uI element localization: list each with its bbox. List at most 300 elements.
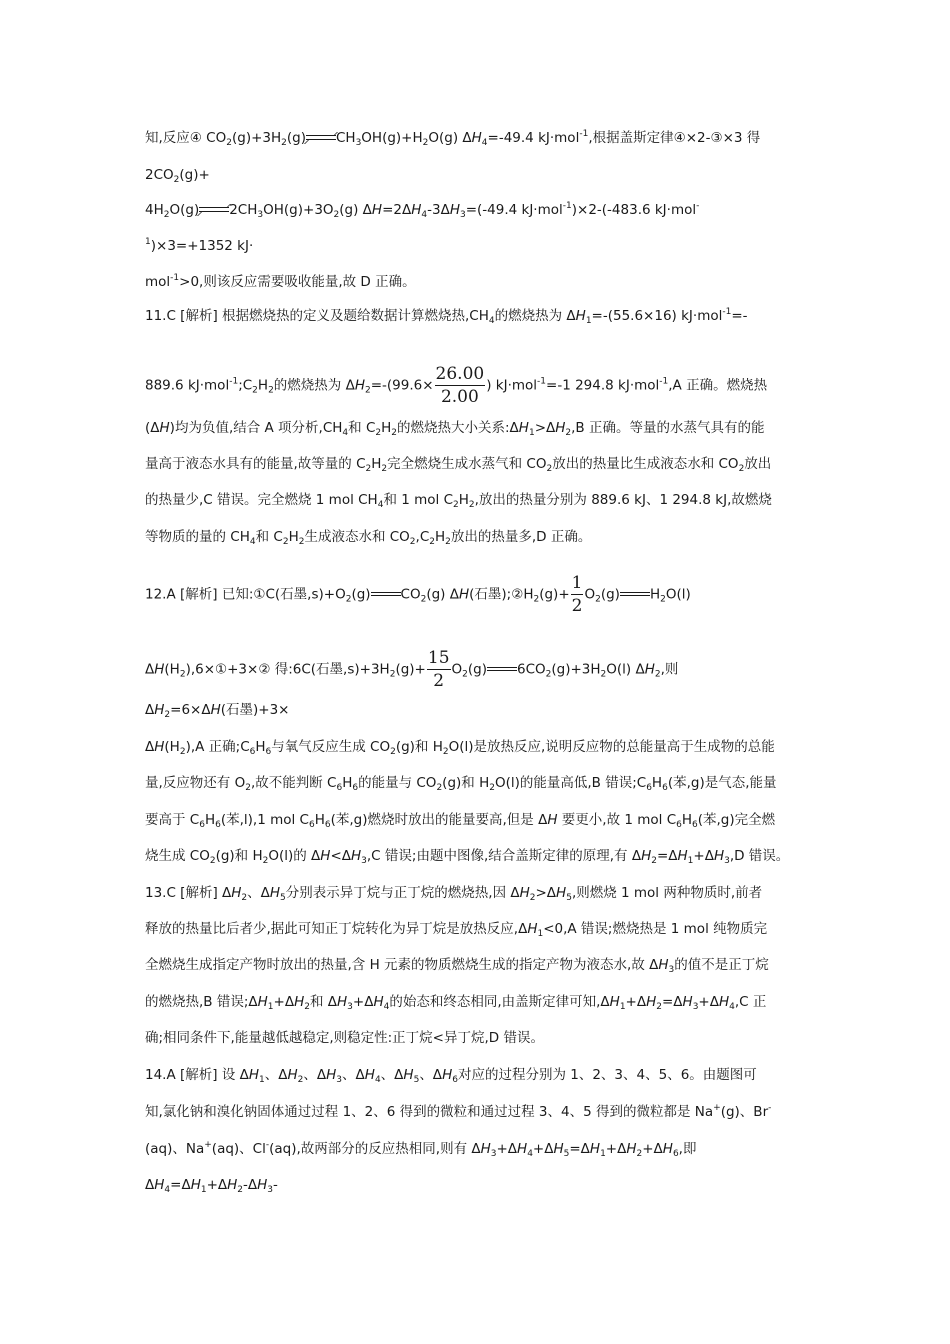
text-run: ,C 错误;由题中图像,结合盖斯定律的原理,有 Δ xyxy=(366,848,642,864)
text-run: 和 C xyxy=(348,420,376,436)
text-run: O(l)的 Δ xyxy=(268,848,321,864)
subscript: 4 xyxy=(527,1149,533,1159)
text-run: +Δ xyxy=(698,994,719,1010)
subscript: 2 xyxy=(420,594,427,605)
subscript: 2 xyxy=(375,428,382,438)
text-run: H xyxy=(381,420,392,436)
subscript: 6 xyxy=(324,820,331,830)
text-run: OH(g)+H xyxy=(361,130,423,146)
text-run: 等物质的量的 CH xyxy=(145,529,250,545)
text-line xyxy=(145,648,678,691)
superscript: - xyxy=(768,1103,772,1113)
fraction-numerator: 15 xyxy=(427,648,450,668)
subscript: 2 xyxy=(391,428,397,438)
text-line xyxy=(145,810,775,830)
italic-symbol: H xyxy=(227,1177,238,1193)
text-run: O(g) xyxy=(169,202,200,218)
text-run: 和 C xyxy=(255,529,283,545)
text-run: O(l) Δ xyxy=(606,661,645,678)
text-run: (g)+3H xyxy=(231,130,282,146)
italic-symbol: H xyxy=(458,586,470,603)
text-line xyxy=(145,418,764,438)
italic-symbol: H xyxy=(294,994,305,1010)
text-line xyxy=(145,306,748,326)
text-run: =- xyxy=(731,308,748,324)
text-run: 的燃烧热,B 错误;Δ xyxy=(145,994,258,1010)
text-run: +Δ xyxy=(625,994,647,1010)
subscript: 4 xyxy=(377,500,384,510)
fraction xyxy=(427,648,451,691)
italic-symbol: H xyxy=(555,420,566,436)
subscript: 1 xyxy=(200,1185,207,1195)
text-line xyxy=(145,919,767,939)
text-run: O(l)的能量高低,B 错误;C xyxy=(494,775,647,791)
text-run: (g)和 H xyxy=(442,775,490,791)
text-run: =2Δ xyxy=(382,202,412,218)
text-run: =Δ xyxy=(661,994,683,1010)
text-run: 放出的热量比生成液态水和 CO xyxy=(552,456,739,472)
text-run: 6CO xyxy=(517,661,546,678)
italic-symbol: H xyxy=(371,202,383,218)
text-run: 的值不是正丁烷 xyxy=(674,957,769,973)
subscript: 2 xyxy=(533,594,540,605)
text-run: =-(55.6×16) kJ·mol xyxy=(591,308,723,324)
italic-symbol: H xyxy=(677,848,688,864)
text-line xyxy=(145,490,772,510)
text-run: (苯,g)完全燃 xyxy=(697,812,776,828)
subscript: 6 xyxy=(672,1149,679,1159)
subscript: 2 xyxy=(429,537,435,547)
text-run: (g) Δ xyxy=(339,202,372,218)
text-run: +Δ xyxy=(496,1141,518,1157)
text-run: (g)和 H xyxy=(215,848,263,864)
subscript: 2 xyxy=(282,537,289,547)
text-run: 完全燃烧生成水蒸气和 CO xyxy=(387,456,547,472)
italic-symbol: H xyxy=(527,921,538,937)
text-run: H xyxy=(649,586,661,603)
text-run: Δ xyxy=(145,661,155,678)
text-run: ;C xyxy=(238,377,253,394)
text-run: O(l)是放热反应,说明反应物的总能量高于生成物的总能 xyxy=(448,739,775,755)
italic-symbol: H xyxy=(575,308,586,324)
text-run: H xyxy=(204,812,216,828)
text-run: =-1 294.8 kJ·mol xyxy=(546,377,660,394)
text-line xyxy=(145,1175,278,1195)
italic-symbol: H xyxy=(326,1067,337,1083)
text-run: (苯,l),1 mol C xyxy=(220,812,309,828)
italic-symbol: H xyxy=(471,130,482,146)
text-run: H xyxy=(434,529,446,545)
text-run: O(g) Δ xyxy=(428,130,472,146)
subscript: 2 xyxy=(252,385,258,396)
text-line xyxy=(145,1102,771,1122)
italic-symbol: H xyxy=(320,848,331,864)
text-run: +Δ xyxy=(206,1177,228,1193)
italic-symbol: H xyxy=(556,885,567,901)
text-run: >Δ xyxy=(534,420,556,436)
text-run: 2CO xyxy=(145,167,174,183)
text-run: CO xyxy=(400,586,421,603)
subscript: 2 xyxy=(241,893,248,903)
text-run: 确;相同条件下,能量越低越稳定,则稳定性:正丁烷<异丁烷,D 错误。 xyxy=(145,1030,544,1046)
text-run: +Δ xyxy=(605,1141,627,1157)
text-run: (H xyxy=(164,661,180,678)
subscript: 4 xyxy=(374,1075,381,1085)
text-run: )×3=+1352 kJ· xyxy=(150,238,254,254)
subscript: 2 xyxy=(381,464,388,474)
text-run: 和 1 mol C xyxy=(383,492,454,508)
italic-symbol: H xyxy=(210,702,221,718)
subscript: 2 xyxy=(595,594,601,605)
text-line xyxy=(145,955,769,975)
text-run: O(l) xyxy=(665,586,691,603)
subscript: 2 xyxy=(304,1002,310,1012)
text-run: =-(99.6× xyxy=(370,377,434,394)
fraction xyxy=(435,364,486,407)
text-run: =-49.4 kJ·mol xyxy=(487,130,580,146)
text-run: H xyxy=(314,812,325,828)
text-run: ,故不能判断 C xyxy=(250,775,337,791)
text-run: 4H xyxy=(145,202,164,218)
subscript: 2 xyxy=(365,464,372,474)
text-run: (苯,g)燃烧时放出的能量要高,但是 Δ xyxy=(330,812,548,828)
subscript: 2 xyxy=(656,1002,662,1012)
text-run: ),6×①+3×② 得:6C(石墨,s)+3H xyxy=(185,661,390,678)
subscript: 1 xyxy=(537,929,544,939)
text-run: ,A 正确。燃烧热 xyxy=(668,377,768,394)
subscript: 2 xyxy=(546,464,553,474)
italic-symbol: H xyxy=(364,1067,375,1083)
italic-symbol: H xyxy=(449,202,460,218)
text-run: (g) xyxy=(286,130,306,146)
text-run: (g)+ xyxy=(539,586,570,603)
text-run: (g)+ xyxy=(179,167,210,183)
subscript: 1 xyxy=(585,316,592,326)
subscript: 2 xyxy=(445,537,451,547)
text-run: H xyxy=(651,775,663,791)
text-run: 13.C [解析] Δ xyxy=(145,885,232,901)
text-run: ,D 错误。 xyxy=(729,848,790,864)
subscript: 3 xyxy=(361,856,367,866)
text-run: (g)和 H xyxy=(395,739,443,755)
text-run: )×2-(-483.6 kJ·mol xyxy=(571,202,697,218)
subscript: 3 xyxy=(267,1185,274,1195)
subscript: 2 xyxy=(245,783,251,793)
subscript: 2 xyxy=(179,747,186,757)
italic-symbol: H xyxy=(589,1141,601,1157)
text-run: CH xyxy=(335,130,356,146)
subscript: 2 xyxy=(164,710,171,720)
subscript: 2 xyxy=(409,537,416,547)
text-line xyxy=(145,527,591,547)
text-run: 2CH xyxy=(229,202,258,218)
subscript: 2 xyxy=(738,464,745,474)
text-run: ,根据盖斯定律④×2-③×3 得 xyxy=(588,130,761,146)
subscript: 2 xyxy=(436,783,443,793)
subscript: 6 xyxy=(352,783,359,793)
italic-symbol: H xyxy=(287,1067,298,1083)
subscript: 2 xyxy=(179,669,186,680)
subscript: 4 xyxy=(249,537,256,547)
superscript: -1 xyxy=(659,376,669,387)
subscript: 6 xyxy=(215,820,221,830)
fraction-denominator: 2 xyxy=(571,596,583,616)
italic-symbol: H xyxy=(257,1177,268,1193)
text-line xyxy=(145,573,691,616)
subscript: 1 xyxy=(528,428,535,438)
text-run: 、Δ xyxy=(303,1067,327,1083)
subscript: 2 xyxy=(660,594,666,605)
subscript: 4 xyxy=(729,1002,735,1012)
italic-symbol: H xyxy=(646,994,657,1010)
subscript: 2 xyxy=(163,210,170,220)
text-run: H xyxy=(458,492,469,508)
superscript: - xyxy=(696,201,700,211)
text-run: +Δ xyxy=(532,1141,554,1157)
fraction-numerator: 1 xyxy=(571,573,583,593)
subscript: 6 xyxy=(249,747,256,757)
subscript: 6 xyxy=(308,820,315,830)
subscript: 2 xyxy=(654,669,661,680)
subscript: 1 xyxy=(619,1002,626,1012)
subscript: 2 xyxy=(489,783,495,793)
text-run: (aq)、Cl xyxy=(211,1141,266,1157)
text-run: =Δ xyxy=(170,1177,191,1193)
subscript: 1 xyxy=(267,1002,274,1012)
text-run: (Δ xyxy=(145,420,160,436)
italic-symbol: H xyxy=(718,994,730,1010)
text-run: +Δ xyxy=(352,994,374,1010)
text-line xyxy=(145,236,253,256)
text-run: H xyxy=(342,775,353,791)
equals-sign-icon xyxy=(620,592,650,598)
fraction-denominator: 2.00 xyxy=(440,387,479,407)
equals-sign-icon xyxy=(371,592,401,598)
superscript: - xyxy=(265,1140,270,1150)
text-run: Δ xyxy=(145,1177,155,1193)
text-run: ,则燃烧 1 mol 两种物质时,前者 xyxy=(571,885,763,901)
subscript: 2 xyxy=(636,1149,643,1159)
subscript: 2 xyxy=(173,175,180,185)
text-run: ,则 xyxy=(660,661,679,678)
subscript: 4 xyxy=(383,1002,390,1012)
equilibrium-arrow-icon xyxy=(199,206,229,214)
subscript: 3 xyxy=(355,138,362,148)
text-run: O xyxy=(451,661,463,678)
subscript: 2 xyxy=(565,428,572,438)
italic-symbol: H xyxy=(159,420,170,436)
subscript: 4 xyxy=(488,316,495,326)
subscript: 2 xyxy=(209,856,216,866)
subscript: 2 xyxy=(364,385,371,396)
italic-symbol: H xyxy=(547,812,558,828)
text-run: 、Δ xyxy=(419,1067,443,1083)
text-run: 14.A [解析] 设 Δ xyxy=(145,1067,249,1083)
text-run: 、Δ xyxy=(247,885,270,901)
text-run: ,C 正 xyxy=(734,994,767,1010)
subscript: 2 xyxy=(298,537,305,547)
text-line xyxy=(145,454,771,474)
text-run: 的燃烧热为 Δ xyxy=(494,308,576,324)
text-run: 烧生成 CO xyxy=(145,848,210,864)
subscript: 4 xyxy=(342,428,349,438)
superscript: + xyxy=(204,1140,212,1150)
subscript: 5 xyxy=(566,893,572,903)
text-run: 和 Δ xyxy=(309,994,337,1010)
superscript: -1 xyxy=(722,307,732,317)
italic-symbol: H xyxy=(517,1141,528,1157)
subscript: 2 xyxy=(462,669,468,680)
text-run: (石墨);②H xyxy=(469,586,534,603)
subscript: 2 xyxy=(333,210,340,220)
text-run: (石墨)+3× xyxy=(220,702,290,718)
text-run: (g)+3H xyxy=(551,661,601,678)
text-run: -Δ xyxy=(243,1177,258,1193)
text-line xyxy=(145,272,416,292)
superscript: -1 xyxy=(537,376,547,387)
italic-symbol: H xyxy=(626,1141,637,1157)
text-line xyxy=(145,737,775,757)
subscript: 6 xyxy=(336,783,343,793)
text-run: ,B 正确。等量的水蒸气具有的能 xyxy=(571,420,765,436)
text-line xyxy=(145,992,766,1012)
subscript: 2 xyxy=(262,856,269,866)
subscript: 2 xyxy=(651,856,657,866)
text-run: =6×Δ xyxy=(170,702,211,718)
italic-symbol: H xyxy=(553,1141,564,1157)
text-run: 12.A [解析] 已知:①C(石墨,s)+O xyxy=(145,586,346,603)
text-run: )均为负值,结合 A 项分析,CH xyxy=(169,420,343,436)
text-run: 释放的热量比后者少,据此可知正丁烷转化为异丁烷是放热反应,Δ xyxy=(145,921,528,937)
subscript: 3 xyxy=(336,1075,343,1085)
subscript: 2 xyxy=(281,138,287,148)
text-run: ,即 xyxy=(678,1141,697,1157)
subscript: 2 xyxy=(297,1075,304,1085)
italic-symbol: H xyxy=(442,1067,453,1083)
subscript: 3 xyxy=(347,1002,353,1012)
italic-symbol: H xyxy=(154,702,165,718)
italic-symbol: H xyxy=(644,661,655,678)
text-run: 量高于液态水具有的能量,故等量的 C xyxy=(145,456,366,472)
text-line xyxy=(145,128,760,148)
text-run: Δ xyxy=(145,702,155,718)
subscript: 2 xyxy=(345,594,352,605)
text-run: (g)+ xyxy=(395,661,426,678)
text-run: H xyxy=(288,529,299,545)
text-run: (g) xyxy=(467,661,487,678)
text-run: (g) Δ xyxy=(426,586,459,603)
subscript: 2 xyxy=(237,1185,244,1195)
text-line xyxy=(145,1028,544,1048)
text-run: H xyxy=(371,456,382,472)
text-run: =Δ xyxy=(569,1141,590,1157)
italic-symbol: H xyxy=(609,994,620,1010)
text-run: ,放出的热量分别为 889.6 kJ、1 294.8 kJ,故燃烧 xyxy=(474,492,772,508)
text-run: 的能量与 CO xyxy=(358,775,437,791)
italic-symbol: H xyxy=(248,1067,260,1083)
text-run: 11.C [解析] 根据燃烧热的定义及题给数据计算燃烧热,CH xyxy=(145,308,489,324)
text-run: 的热量少,C 错误。完全燃烧 1 mol CH xyxy=(145,492,378,508)
italic-symbol: H xyxy=(373,994,384,1010)
subscript: 6 xyxy=(676,820,682,830)
text-run: 全燃烧生成指定产物时放出的热量,含 H 元素的物质燃烧生成的指定产物为液态水,故 Δ xyxy=(145,957,659,973)
subscript: 6 xyxy=(452,1075,458,1085)
text-run: H xyxy=(257,377,269,394)
fraction xyxy=(571,573,584,616)
superscript: -1 xyxy=(562,201,572,211)
text-run: >0,则该反应需要吸收能量,故 D 正确。 xyxy=(179,274,416,290)
subscript: 2 xyxy=(390,747,396,757)
subscript: 1 xyxy=(259,1075,265,1085)
subscript: 5 xyxy=(280,893,286,903)
italic-symbol: H xyxy=(519,885,530,901)
text-line xyxy=(145,165,210,185)
text-run: mol xyxy=(145,274,171,290)
text-line xyxy=(145,1139,696,1159)
subscript: 2 xyxy=(389,669,396,680)
superscript: -1 xyxy=(170,273,180,283)
subscript: 2 xyxy=(442,747,449,757)
subscript: 3 xyxy=(692,1002,699,1012)
text-run: -3Δ xyxy=(427,202,450,218)
text-run: 889.6 kJ·mol xyxy=(145,377,230,394)
subscript: 6 xyxy=(265,747,272,757)
text-run: 分别表示异丁烷与正丁烷的燃烧热,因 Δ xyxy=(285,885,520,901)
text-run: 放出 xyxy=(744,456,772,472)
text-run: =(-49.4 kJ·mol xyxy=(465,202,563,218)
subscript: 6 xyxy=(662,783,668,793)
italic-symbol: H xyxy=(231,885,242,901)
superscript: + xyxy=(713,1103,721,1113)
text-line xyxy=(145,1065,757,1085)
subscript: 2 xyxy=(268,385,274,396)
italic-symbol: H xyxy=(354,377,365,394)
subscript: 3 xyxy=(257,210,264,220)
italic-symbol: H xyxy=(337,994,348,1010)
text-run: 、Δ xyxy=(380,1067,404,1083)
subscript: 3 xyxy=(668,965,675,975)
text-line xyxy=(145,364,767,407)
text-line xyxy=(145,883,762,903)
text-run: 量,反应物还有 O xyxy=(145,775,246,791)
subscript: 5 xyxy=(413,1075,420,1085)
text-run: 生成液态水和 CO xyxy=(304,529,410,545)
subscript: 3 xyxy=(724,856,730,866)
text-run: 、Δ xyxy=(342,1067,365,1083)
text-run: (H xyxy=(164,739,180,755)
superscript: -1 xyxy=(229,376,239,387)
text-run: H xyxy=(681,812,693,828)
text-run: <Δ xyxy=(330,848,351,864)
text-run: +Δ xyxy=(693,848,714,864)
italic-symbol: H xyxy=(154,739,165,755)
subscript: 1 xyxy=(600,1149,606,1159)
italic-symbol: H xyxy=(154,661,165,678)
text-run: H xyxy=(255,739,266,755)
text-run: Δ xyxy=(145,739,155,755)
text-line xyxy=(145,846,789,866)
text-run: >Δ xyxy=(535,885,557,901)
subscript: 2 xyxy=(545,669,552,680)
subscript: 2 xyxy=(226,138,232,148)
italic-symbol: H xyxy=(257,994,268,1010)
text-run: 知,氯化钠和溴化钠固体通过过程 1、2、6 得到的微粒和通过过程 3、4、5 得到的微粒都是 Na xyxy=(145,1104,714,1120)
text-run: <0,A 错误;燃烧热是 1 mol 纯物质完 xyxy=(543,921,768,937)
text-run: =Δ xyxy=(656,848,678,864)
italic-symbol: H xyxy=(411,202,422,218)
italic-symbol: H xyxy=(662,1141,673,1157)
subscript: 1 xyxy=(687,856,694,866)
